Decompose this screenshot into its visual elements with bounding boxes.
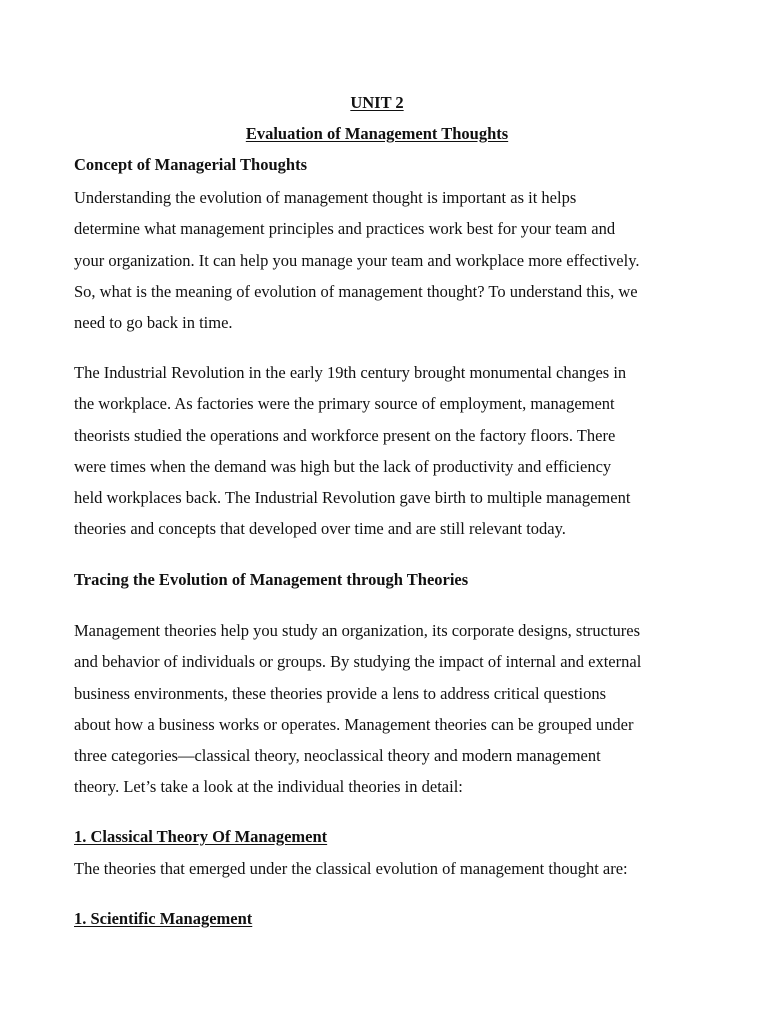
paragraph-line: and behavior of individuals or groups. By studying the impact of internal and external <box>74 652 642 672</box>
paragraph-line: your organization. It can help you manage your team and workplace more effectively. <box>74 250 640 270</box>
paragraph-line: held workplaces back. The Industrial Revolution gave birth to multiple management <box>74 488 631 508</box>
paragraph-line: three categories—classical theory, neoclassical theory and modern management <box>74 746 601 766</box>
section-heading-classical-theory: 1. Classical Theory Of Management <box>74 827 328 846</box>
paragraph-line: determine what management principles and practices work best for your team and <box>74 219 616 239</box>
paragraph-line: theory. Let’s take a look at the individual theories in detail: <box>74 777 463 797</box>
paragraph-line: business environments, these theories provide a lens to address critical questions <box>74 683 607 703</box>
paragraph-line: were times when the demand was high but the lack of productivity and efficiency <box>74 456 612 476</box>
paragraph-concept <box>74 182 640 338</box>
document-title: Evaluation of Management Thoughts <box>245 124 509 143</box>
paragraph-management-theories <box>74 615 641 803</box>
section-heading-scientific-management: 1. Scientific Management <box>74 909 253 928</box>
paragraph-line: about how a business works or operates. Management theories can be grouped under <box>74 714 634 734</box>
section-heading-tracing: Tracing the Evolution of Management through Theories <box>74 570 469 589</box>
paragraph-industrial-revolution <box>74 357 630 545</box>
paragraph-line: The Industrial Revolution in the early 19th century brought monumental changes in <box>74 363 627 382</box>
paragraph-line: need to go back in time. <box>74 313 233 333</box>
section-heading-concept: Concept of Managerial Thoughts <box>74 155 307 174</box>
paragraph-line: the workplace. As factories were the primary source of employment, management <box>74 394 615 414</box>
paragraph-classical-intro <box>74 853 628 884</box>
paragraph-line: The theories that emerged under the classical evolution of management thought are: <box>74 859 628 878</box>
paragraph-line: So, what is the meaning of evolution of management thought? To understand this, we <box>74 281 638 301</box>
paragraph-line: theorists studied the operations and workforce present on the factory floors. There <box>74 425 616 445</box>
paragraph-line: Understanding the evolution of management thought is important as it helps <box>74 188 577 207</box>
paragraph-line: theories and concepts that developed over time and are still relevant today. <box>74 519 566 539</box>
unit-heading: UNIT 2 <box>350 93 404 112</box>
paragraph-line: Management theories help you study an organization, its corporate designs, structures <box>74 621 641 640</box>
